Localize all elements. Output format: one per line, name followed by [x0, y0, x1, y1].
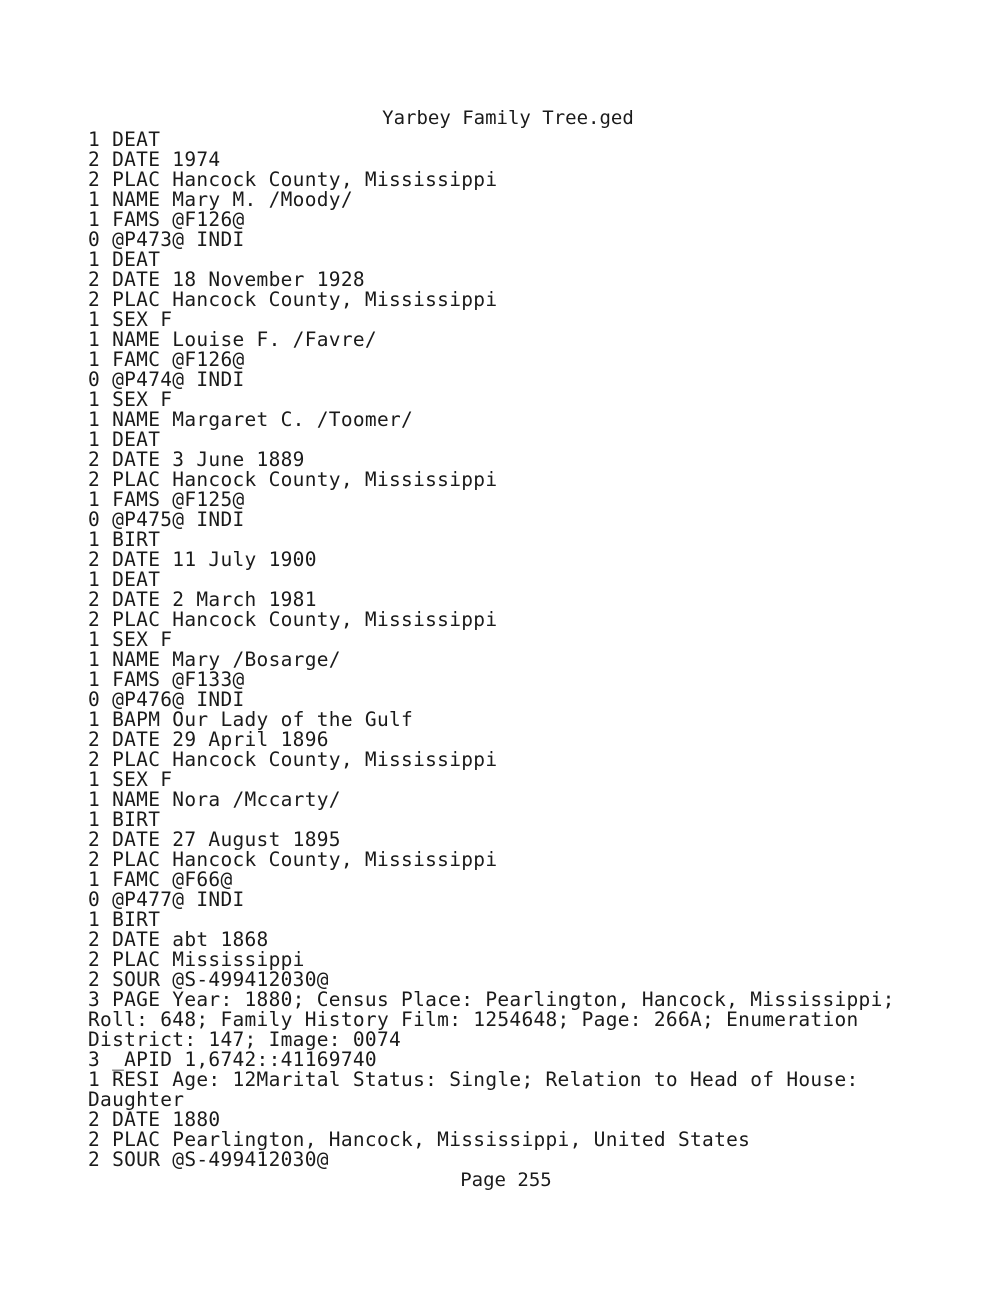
gedcom-line: 2 PLAC Hancock County, Mississippi	[88, 608, 498, 631]
page-title: Yarbey Family Tree.ged	[382, 107, 634, 129]
gedcom-line: 1 BIRT	[88, 808, 161, 831]
gedcom-line: 2 PLAC Mississippi	[88, 948, 305, 971]
gedcom-line: 1 DEAT	[88, 428, 161, 451]
gedcom-line: 1 NAME Louise F. /Favre/	[88, 328, 377, 351]
gedcom-line: 2 DATE 3 June 1889	[88, 448, 305, 471]
gedcom-line: 2 PLAC Hancock County, Mississippi	[88, 848, 498, 871]
gedcom-line: 1 SEX F	[88, 768, 173, 791]
gedcom-line: 2 DATE 1974	[88, 148, 221, 171]
gedcom-line: 1 NAME Mary M. /Moody/	[88, 188, 353, 211]
gedcom-line: 2 SOUR @S-499412030@	[88, 968, 329, 991]
gedcom-line: 1 NAME Nora /Mccarty/	[88, 788, 341, 811]
page-number: Page 255	[460, 1169, 552, 1191]
gedcom-line: 1 BIRT	[88, 908, 161, 931]
gedcom-line: 1 DEAT	[88, 128, 161, 151]
gedcom-line: 1 NAME Mary /Bosarge/	[88, 648, 341, 671]
gedcom-line: 1 SEX F	[88, 388, 173, 411]
gedcom-line: 2 DATE 1880	[88, 1108, 221, 1131]
gedcom-line: 2 SOUR @S-499412030@	[88, 1148, 329, 1171]
gedcom-line: 1 NAME Margaret C. /Toomer/	[88, 408, 414, 431]
gedcom-line: 3 PAGE Year: 1880; Census Place: Pearlington, Hancock, Mississippi;	[88, 988, 895, 1011]
gedcom-line: Roll: 648; Family History Film: 1254648; Page: 266A; Enumeration	[88, 1008, 859, 1031]
gedcom-line: 0 @P476@ INDI	[88, 688, 245, 711]
gedcom-line: 1 FAMC @F126@	[88, 348, 245, 371]
gedcom-line: 1 FAMC @F66@	[88, 868, 233, 891]
gedcom-line: 0 @P475@ INDI	[88, 508, 245, 531]
gedcom-line: 1 BIRT	[88, 528, 161, 551]
gedcom-line: District: 147; Image: 0074	[88, 1028, 402, 1051]
gedcom-line: 2 PLAC Hancock County, Mississippi	[88, 288, 498, 311]
gedcom-line: 3 _APID 1,6742::41169740	[88, 1048, 377, 1071]
gedcom-line: 0 @P473@ INDI	[88, 228, 245, 251]
gedcom-line: 1 BAPM Our Lady of the Gulf	[88, 708, 414, 731]
gedcom-line: 1 SEX F	[88, 628, 173, 651]
gedcom-line: 1 SEX F	[88, 308, 173, 331]
gedcom-line: 1 DEAT	[88, 568, 161, 591]
gedcom-line: 2 DATE 27 August 1895	[88, 828, 341, 851]
gedcom-line: 2 PLAC Hancock County, Mississippi	[88, 468, 498, 491]
gedcom-line: 2 PLAC Pearlington, Hancock, Mississippi, United States	[88, 1128, 751, 1151]
gedcom-line: 2 PLAC Hancock County, Mississippi	[88, 168, 498, 191]
gedcom-line: 2 DATE 2 March 1981	[88, 588, 317, 611]
gedcom-line: 0 @P474@ INDI	[88, 368, 245, 391]
gedcom-line: 2 DATE abt 1868	[88, 928, 269, 951]
gedcom-line: 1 FAMS @F126@	[88, 208, 245, 231]
gedcom-line: 1 FAMS @F125@	[88, 488, 245, 511]
gedcom-line: 2 DATE 18 November 1928	[88, 268, 365, 291]
gedcom-line: 2 DATE 11 July 1900	[88, 548, 317, 571]
gedcom-line: 0 @P477@ INDI	[88, 888, 245, 911]
gedcom-line: 1 FAMS @F133@	[88, 668, 245, 691]
gedcom-line: 2 DATE 29 April 1896	[88, 728, 329, 751]
gedcom-line: Daughter	[88, 1088, 185, 1111]
gedcom-record-list	[88, 130, 968, 1170]
gedcom-line: 1 RESI Age: 12Marital Status: Single; Relation to Head of House:	[88, 1068, 859, 1091]
gedcom-line: 1 DEAT	[88, 248, 161, 271]
gedcom-line: 2 PLAC Hancock County, Mississippi	[88, 748, 498, 771]
